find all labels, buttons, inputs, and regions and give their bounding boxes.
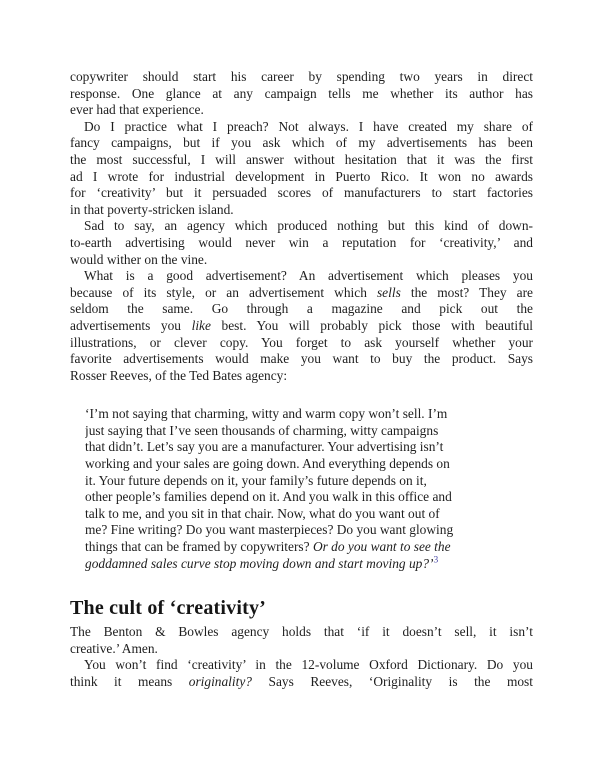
text-line: for ‘creativity’ but it persuaded scores of manufacturers to start factories	[70, 185, 533, 201]
paragraph	[70, 69, 533, 119]
section-heading: The cult of ‘creativity’	[70, 597, 267, 620]
text-line	[85, 556, 517, 573]
text-line: copywriter should start his career by spending two years in direct	[70, 69, 533, 84]
paragraph	[70, 119, 533, 219]
text-line: me? Fine writing? Do you want masterpieces? Do you want glowing	[85, 522, 454, 538]
text-line: talk to me, and you sit in that chair. Now, what do you want out of	[85, 505, 440, 521]
text-line: Sad to say, an agency which produced nothing but this kind of down-	[84, 218, 533, 234]
italic-text: sells	[376, 284, 401, 300]
text-line: advertisements you like best. You will probably pick those with beautiful	[70, 317, 533, 333]
text-line: working and your sales are going down. And everything depends on	[85, 456, 450, 472]
text-line: What is a good advertisement? An advertisement which pleases you	[84, 268, 533, 284]
text-line: Do I practice what I preach? Not always. I have created my share of	[84, 118, 533, 134]
text-line: in that poverty-stricken island.	[70, 201, 234, 217]
text-line: because of its style, or an advertisement which sells the most? They are	[70, 284, 533, 300]
text-line: think it means originality? Says Reeves, ‘Originality is the most	[70, 674, 533, 689]
text-line: Rosser Reeves, of the Ted Bates agency:	[70, 367, 288, 383]
blockquote	[85, 406, 517, 572]
paragraph	[70, 268, 533, 384]
text-line: favorite advertisements would make you want to buy the product. Says	[70, 351, 533, 367]
italic-text: goddamned sales curve stop moving down and start moving up?’	[85, 555, 434, 571]
text-line: the most successful, I will answer without hesitation that it was the first	[70, 151, 533, 167]
text-line: would wither on the vine.	[70, 251, 208, 267]
text-line: seldom the same. Go through a magazine and pick out the	[70, 301, 533, 317]
italic-text: Or do you want to see the	[312, 539, 451, 555]
paragraph	[70, 624, 533, 657]
paragraph	[70, 218, 533, 268]
text-line: ever had that experience.	[70, 102, 204, 118]
text-line: that didn’t. Let’s say you are a manufacturer. Your advertising isn’t	[85, 439, 444, 455]
text-line: The Benton & Bowles agency holds that ‘if it doesn’t sell, it isn’t	[70, 624, 533, 640]
text-line: ad I wrote for industrial development in Puerto Rico. It won no awards	[70, 168, 533, 184]
text-line: response. One glance at any campaign tells me whether its author has	[70, 85, 533, 101]
text-line: ‘I’m not saying that charming, witty and warm copy won’t sell. I’m	[85, 406, 448, 422]
footnote-ref-link[interactable]: 3	[433, 555, 439, 566]
text-line: it. Your future depends on it, your family’s future depends on it,	[85, 472, 427, 488]
italic-text: originality?	[188, 674, 252, 689]
text-line: just saying that I’ve seen thousands of charming, witty campaigns	[85, 422, 439, 438]
text-line: other people’s families depend on it. And you walk in this office and	[85, 489, 452, 505]
text-line: You won’t find ‘creativity’ in the 12-volume Oxford Dictionary. Do you	[84, 657, 533, 673]
text-line: to-earth advertising would never win a reputation for ‘creativity,’ and	[70, 234, 533, 250]
text-line: things that can be framed by copywriters? Or do you want to see the	[85, 539, 451, 555]
page-content	[70, 69, 533, 691]
text-line: creative.’ Amen.	[70, 640, 158, 656]
text-line: illustrations, or clever copy. You forget to ask yourself whether your	[70, 334, 533, 350]
italic-text: like	[191, 317, 211, 333]
text-line: fancy campaigns, but if you ask which of my advertisements has been	[70, 135, 533, 151]
paragraph	[70, 657, 533, 690]
